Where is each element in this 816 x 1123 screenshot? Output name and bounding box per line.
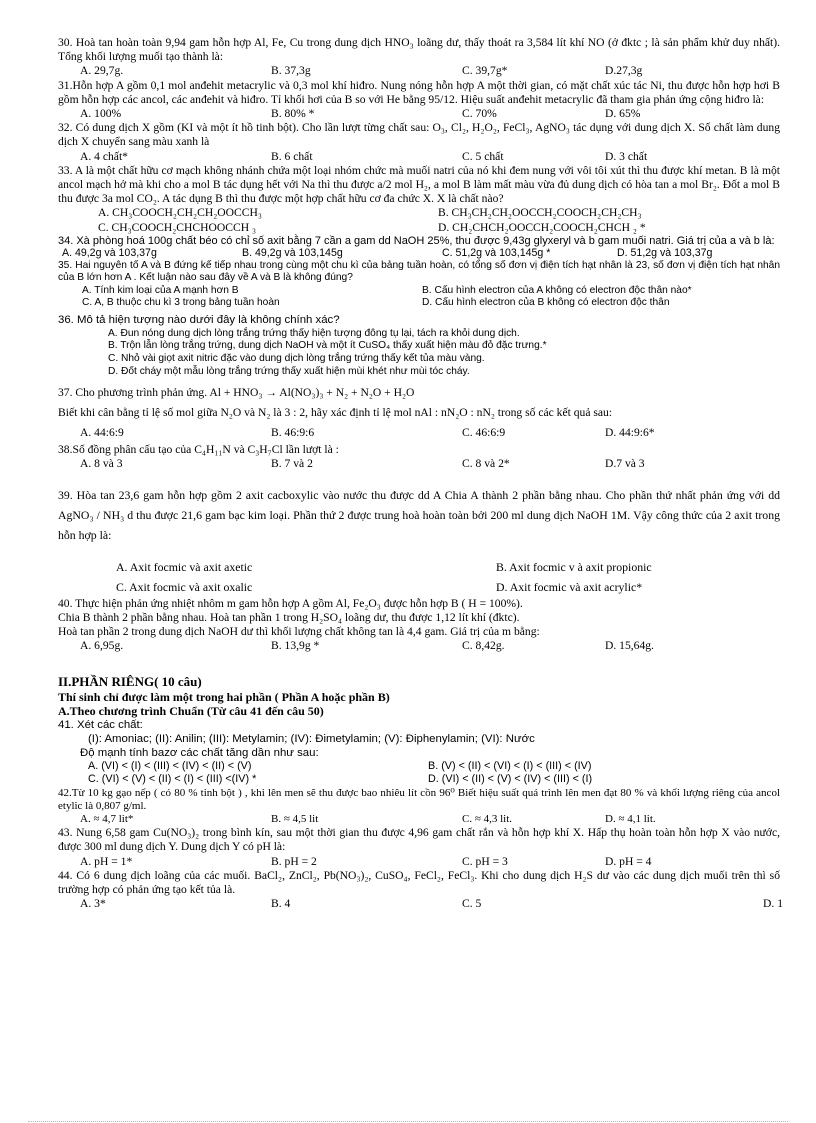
option-c[interactable]: C. 5 — [462, 897, 482, 911]
option-c[interactable]: C. CH₃COOCH₂CHCHOOCCH ₃ — [98, 220, 257, 234]
question-32-options — [58, 150, 780, 164]
option-b[interactable]: B. 46:9:6 — [271, 425, 315, 439]
option-c[interactable]: C. 70% — [462, 107, 497, 121]
question-40-text-3: Hoà tan phần 2 trong dung dịch NaOH dư thì khối lượng chất không tan là 4,4 gam. Giá trị của m bằng: — [58, 625, 540, 639]
question-40-text-2: Chia B thành 2 phần bằng nhau. Hoà tan phần 1 trong H₂SO₄ loãng dư, thu được 1,12 lít khí (đktc). — [58, 611, 520, 625]
question-43-text: 43. Nung 6,58 gam Cu(NO₃)₂ trong bình kín, sau một thời gian thu được 4,96 gam chất rắn và hỗn hợp khí X. Hấp thụ hoàn toàn hỗn hợp X vào nước, được 300 ml dung dịch Y. Dung dịch Y có pH là: — [58, 826, 780, 854]
option-c[interactable]: C. 8,42g. — [462, 639, 505, 653]
option-b[interactable]: B. 37,3g — [271, 64, 311, 78]
option-b[interactable]: B. Trộn lẫn lòng trắng trứng, dung dịch NaOH và một ít CuSO₄ thấy xuất hiện màu đỏ đặc trưng.* — [108, 340, 547, 352]
option-d[interactable]: D. ≈ 4,1 lit. — [605, 813, 656, 826]
question-42-text: 42.Từ 10 kg gạo nếp ( có 80 % tinh bột ) , khi lên men sẽ thu được bao nhiêu lít cồn 96⁰ Biết hiệu suất quá trình lên men đạt 80 % và khối lượng riêng của ancol etylic là 0,807 g/ml. — [58, 787, 780, 813]
option-b[interactable]: B. Axit focmic v à axit propionic — [496, 559, 652, 574]
option-d[interactable]: D. 15,64g. — [605, 639, 654, 653]
option-c[interactable]: C. 46:6:9 — [462, 425, 506, 439]
option-a[interactable]: A. 8 và 3 — [80, 457, 123, 471]
question-41-line-3: Độ mạnh tính bazơ các chất tăng dần như sau: — [80, 747, 319, 760]
option-b[interactable]: B. 4 — [271, 897, 291, 911]
exam-page — [58, 36, 783, 911]
question-41-line-2: (I): Amoniac; (II): Anilin; (III): Metylamin; (IV): Đimetylamin; (V): Điphenylamin; (VI): Nước — [88, 732, 535, 745]
option-d[interactable]: D. Cấu hình electron của B không có electron độc thân — [422, 297, 670, 309]
option-d[interactable]: D. (VI) < (II) < (V) < (IV) < (III) < (I) — [428, 772, 593, 785]
option-b[interactable]: B. 6 chất — [271, 149, 313, 163]
question-35-text: 35. Hai nguyên tố A và B đứng kế tiếp nhau trong cùng một chu kì của bảng tuần hoàn, có tổng số đơn vị điện tích hạt nhân là 23, số đơn vị điện tích hạt nhân của B lớn hơn A . Kết luận nào sau đây về A và B là không đúng? — [58, 259, 780, 284]
section-subtitle: A.Theo chương trình Chuẩn (Từ câu 41 đến câu 50) — [58, 703, 324, 718]
question-38-text: 38.Số đồng phân cấu tạo của C₄H₁₁N và C₃H₇Cl lần lượt là : — [58, 442, 339, 456]
question-32-text: 32. Có dung dịch X gồm (KI và một ít hồ tinh bột). Cho lần lượt từng chất sau: O₃, Cl₂, H₂O₂, FeCl₃, AgNO₃ tác dụng với dung dịch X. Số chất làm dung dịch X chuyển sang màu xanh là — [58, 121, 780, 149]
option-a[interactable]: A. 100% — [80, 107, 122, 121]
option-c[interactable]: C. A, B thuộc chu kì 3 trong bảng tuần hoàn — [82, 297, 280, 309]
question-33-options — [58, 206, 780, 234]
option-d[interactable]: D. 65% — [605, 107, 641, 121]
option-d[interactable]: D. CH₂CHCH₂OOCCH₂COOCH₂CHCH ₂ * — [438, 220, 646, 234]
question-37-text-2: Biết khi cân bằng tỉ lệ số mol giữa N₂O và N₂ là 3 : 2, hãy xác định tỉ lệ mol nAl : nN₂O : nN₂ trong số các kết quả sau: — [58, 405, 613, 419]
option-b[interactable]: B. 80% * — [271, 107, 315, 121]
option-a[interactable]: A. Axit focmic và axit axetic — [116, 559, 253, 574]
option-d[interactable]: D. Đốt cháy một mẫu lòng trắng trứng thấy xuất hiện mùi khét như mùi tóc cháy. — [108, 366, 470, 378]
option-d[interactable]: D. 51,2g và 103,37g — [617, 247, 713, 260]
option-b[interactable]: B. CH₃CH₂CH₂OOCCH₂COOCH₂CH₂CH₃ — [438, 206, 642, 220]
question-31-text: 31.Hỗn hợp A gồm 0,1 mol anđehit metacrylic và 0,3 mol khí hiđro. Nung nóng hỗn hợp A một thời gian, có mặt chất xúc tác Ni, thu được hỗn hợp hơi B gồm hỗn hợp các ancol, các anđehit và hiđro. Tỉ khối hơi của B so với He bằng 95/12. Hiệu suất anđehit metacrylic đã tham gia phản ứng cộng hiđro là: — [58, 78, 780, 106]
question-40-text: 40. Thực hiện phản ứng nhiệt nhôm m gam hỗn hợp A gồm Al, Fe₂O₃ được hỗn hợp B ( H = 100%). — [58, 596, 523, 610]
option-a[interactable]: A. Đun nóng dung dịch lòng trắng trứng thấy hiện tượng đông tụ lại, tách ra khỏi dung dịch. — [108, 327, 520, 339]
question-36-options — [58, 328, 780, 379]
question-33-text: 33. A là một chất hữu cơ mạch không nhánh chứa một loại nhóm chức mà muối natri của nó khi đem nung với vôi tôi xút thì thu được khí metan. B là một ancol mạch hở mà khi cho a mol B tác dụng hết với Na thì thu được a/2 mol H₂, a mol B làm mất màu vừa đủ dung dịch có hòa tan a mol Br₂. Đốt a mol B thu được 3a mol CO₂. A tác dụng B thì thu được một hợp chất hữu cơ đa chức X. X là chất nào? — [58, 163, 780, 206]
option-a[interactable]: A. 6,95g. — [80, 639, 124, 653]
option-c[interactable]: C. Axit focmic và axit oxalic — [116, 579, 253, 594]
question-42-options — [58, 813, 780, 826]
option-a[interactable]: A. CH₃COOCH₂CH₂CH₂OOCCH₃ — [98, 206, 262, 220]
option-b[interactable]: B. Cấu hình electron của A không có electron độc thân nào* — [422, 284, 692, 296]
option-d[interactable]: D. 3 chất — [605, 149, 648, 163]
section-instruction: Thí sinh chỉ được làm một trong hai phần ( Phần A hoặc phần B) — [58, 689, 390, 704]
question-30-options — [58, 64, 780, 78]
question-39-options — [58, 557, 780, 597]
question-37-text: 37. Cho phương trình phản ứng. Al + HNO₃ → Al(NO₃)₃ + N₂ + N₂O + H₂O — [58, 385, 415, 399]
option-c[interactable]: C. ≈ 4,3 lit. — [462, 813, 513, 826]
section-title: II.PHẦN RIÊNG( 10 câu) — [58, 673, 202, 689]
option-c[interactable]: C. 39,7g* — [462, 64, 508, 78]
option-d[interactable]: D.7 và 3 — [605, 457, 645, 471]
question-44-text: 44. Có 6 dung dịch loãng của các muối. BaCl₂, ZnCl₂, Pb(NO₃)₂, CuSO₄, FeCl₂, FeCl₃. Khi cho dung dịch H₂S dư vào các dung dịch muối trên thì số trường hợp có phản ứng tạo kết tủa là. — [58, 868, 780, 896]
question-41-text: 41. Xét các chất: — [58, 718, 143, 731]
option-a[interactable]: A. 3* — [80, 897, 106, 911]
question-40-options — [58, 639, 780, 653]
option-c[interactable]: C. 5 chất — [462, 149, 504, 163]
option-a[interactable]: A. ≈ 4,7 lit* — [80, 813, 134, 826]
question-34-text: 34. Xà phòng hoá 100g chất béo có chỉ số axit bằng 7 cần a gam dd NaOH 25%, thu được 9,43g glyxeryl và b gam muối natri. Giá trị của a và b là: — [58, 234, 775, 247]
option-c[interactable]: C. 8 và 2* — [462, 457, 510, 471]
question-30-text: 30. Hoà tan hoàn toàn 9,94 gam hỗn hợp Al, Fe, Cu trong dung dịch HNO₃ loãng dư, thấy thoát ra 3,584 lít khí NO (ở đktc ; là sản phẩm khử duy nhất). Tổng khối lượng muối tạo thành là: — [58, 36, 780, 64]
question-38-options — [58, 457, 780, 471]
option-d[interactable]: D. 44:9:6* — [605, 425, 655, 439]
option-b[interactable]: B. ≈ 4,5 lit — [271, 813, 319, 826]
option-a[interactable]: A. 29,7g. — [80, 64, 124, 78]
option-b[interactable]: B. 7 và 2 — [271, 457, 313, 471]
option-b[interactable]: B. pH = 2 — [271, 854, 317, 868]
question-41-options — [58, 760, 780, 785]
option-a[interactable]: A. Tính kim loại của A mạnh hơn B — [82, 284, 239, 296]
question-37-options — [58, 423, 780, 443]
question-34-options — [58, 247, 780, 259]
option-c[interactable]: C. 51,2g và 103,145g * — [442, 247, 551, 260]
option-d[interactable]: D. 1 — [763, 897, 783, 911]
option-b[interactable]: B. 49,2g và 103,145g — [242, 247, 343, 260]
question-36-text: 36. Mô tả hiện tượng nào dưới đây là không chính xác? — [58, 314, 340, 327]
option-c[interactable]: C. pH = 3 — [462, 854, 508, 868]
question-35-options — [58, 285, 780, 310]
question-44-options — [58, 897, 783, 911]
option-a[interactable]: A. pH = 1* — [80, 854, 133, 868]
option-d[interactable]: D. pH = 4 — [605, 854, 652, 868]
option-b[interactable]: B. 13,9g * — [271, 639, 320, 653]
option-a[interactable]: A. 4 chất* — [80, 149, 128, 163]
option-a[interactable]: A. 44:6:9 — [80, 425, 124, 439]
page-bottom-rule — [28, 1121, 788, 1122]
question-43-options — [58, 855, 780, 869]
question-39-text: 39. Hòa tan 23,6 gam hỗn hợp gồm 2 axit cacboxylic vào nước thu được dd A Chia A thành 2 phần bằng nhau. Cho phần thứ nhất phản ứng với dd AgNO₃ / NH₃ d thu được 21,6 gam bạc kim loại. Phần thứ 2 được trung hoà hoàn toàn bởi 200 ml dung dịch NaOH 1M. Vậy công thức của 2 axit trong hỗn hợp là: — [58, 488, 780, 543]
option-b[interactable]: B. (V) < (II) < (VI) < (I) < (III) < (IV) — [428, 760, 592, 773]
option-d[interactable]: D.27,3g — [605, 64, 643, 78]
option-d[interactable]: D. Axit focmic và axit acrylic* — [496, 579, 643, 594]
question-31-options — [58, 107, 780, 121]
option-a[interactable]: A. 49,2g và 103,37g — [62, 247, 157, 260]
option-c[interactable]: C. (VI) < (V) < (II) < (I) < (III) <(IV) * — [88, 772, 257, 785]
option-a[interactable]: A. (VI) < (I) < (III) < (IV) < (II) < (V) — [88, 760, 252, 773]
option-c[interactable]: C. Nhỏ vài giọt axit nitric đặc vào dung dịch lòng trắng trứng thấy kết tủa màu vàng. — [108, 353, 485, 365]
